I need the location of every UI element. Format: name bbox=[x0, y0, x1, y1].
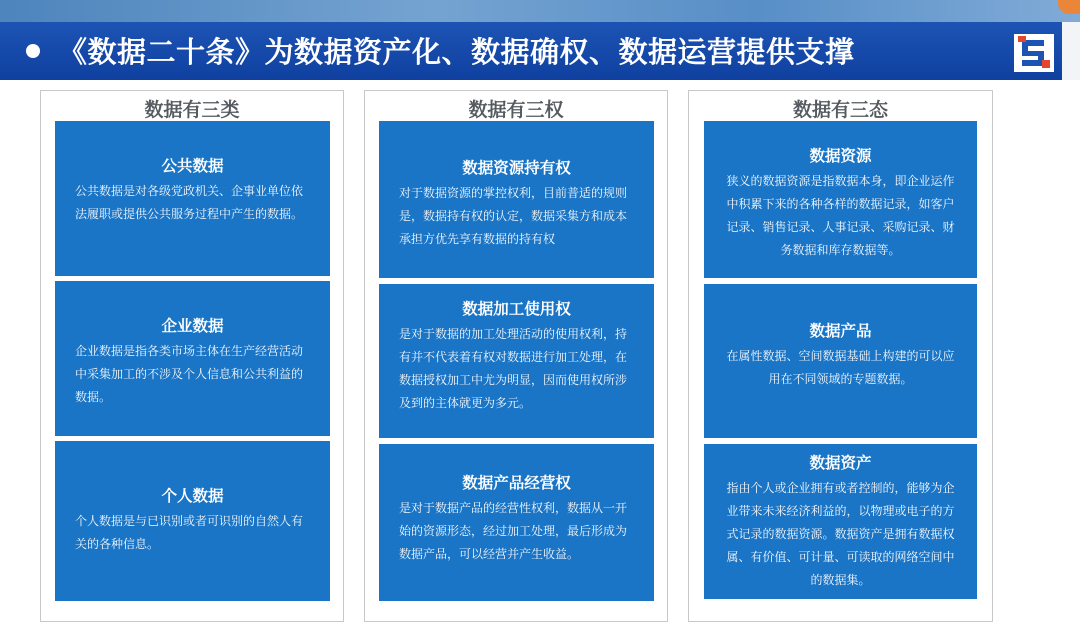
bullet-dot bbox=[26, 44, 40, 58]
card-title: 数据产品 bbox=[809, 322, 872, 340]
panel-title: 数据有三权 bbox=[468, 99, 564, 121]
card-title: 数据加工使用权 bbox=[462, 300, 571, 318]
card-processing-use-right bbox=[379, 284, 654, 438]
card-personal-data bbox=[55, 441, 330, 601]
card-data-resource bbox=[704, 121, 977, 278]
card-resource-holding-right bbox=[379, 121, 654, 278]
card-body: 对于数据资源的掌控权利，目前普适的规则是，数据持有权的认定，数据采集方和成本承担方优先享有数据的持有权 bbox=[399, 186, 628, 246]
card-product-operation-right bbox=[379, 444, 654, 601]
card-title: 个人数据 bbox=[161, 487, 224, 505]
logo-icon bbox=[1014, 34, 1054, 72]
card-title: 数据产品经营权 bbox=[462, 474, 571, 492]
card-enterprise-data bbox=[55, 281, 330, 436]
card-body: 指由个人或企业拥有或者控制的，能够为企业带来未来经济利益的，以物理或电子的方式记录的数据资源。数据资产是拥有数据权属、有价值、可计量、可读取的网络空间中的数据集。 bbox=[726, 481, 955, 587]
card-title: 公共数据 bbox=[161, 157, 224, 175]
panel-data-types bbox=[40, 90, 344, 622]
panel-title: 数据有三类 bbox=[144, 99, 240, 121]
card-body: 公共数据是对各级党政机关、企事业单位依法履职或提供公共服务过程中产生的数据。 bbox=[75, 184, 304, 221]
top-banner-strip bbox=[0, 0, 1080, 22]
card-body: 企业数据是指各类市场主体在生产经营活动中采集加工的不涉及个人信息和公共利益的数据。 bbox=[75, 344, 304, 404]
card-data-asset bbox=[704, 444, 977, 599]
card-title: 数据资源持有权 bbox=[462, 159, 571, 177]
card-title: 企业数据 bbox=[161, 317, 224, 335]
page-title: 《数据二十条》为数据资产化、数据确权、数据运营提供支撑 bbox=[58, 35, 855, 69]
card-public-data bbox=[55, 121, 330, 276]
card-title: 数据资产 bbox=[809, 454, 872, 472]
card-body: 是对于数据产品的经营性权利，数据从一开始的资源形态，经过加工处理，最后形成为数据产品，可以经营并产生收益。 bbox=[399, 501, 628, 561]
panel-data-rights bbox=[364, 90, 668, 622]
card-body: 是对于数据的加工处理活动的使用权利，持有并不代表着有权对数据进行加工处理，在数据授权加工中尤为明显，因而使用权所涉及到的主体就更为多元。 bbox=[399, 327, 628, 410]
card-body: 狭义的数据资源是指数据本身，即企业运作中积累下来的各种各样的数据记录，如客户记录、销售记录、人事记录、采购记录、财务数据和库存数据等。 bbox=[726, 174, 955, 257]
panel-title: 数据有三态 bbox=[792, 99, 888, 121]
card-body: 个人数据是与已识别或者可识别的自然人有关的各种信息。 bbox=[75, 514, 304, 551]
card-title: 数据资源 bbox=[809, 147, 872, 165]
card-body: 在属性数据、空间数据基础上构建的可以应用在不同领域的专题数据。 bbox=[726, 349, 955, 386]
panel-data-states bbox=[688, 90, 993, 622]
card-data-product bbox=[704, 284, 977, 438]
